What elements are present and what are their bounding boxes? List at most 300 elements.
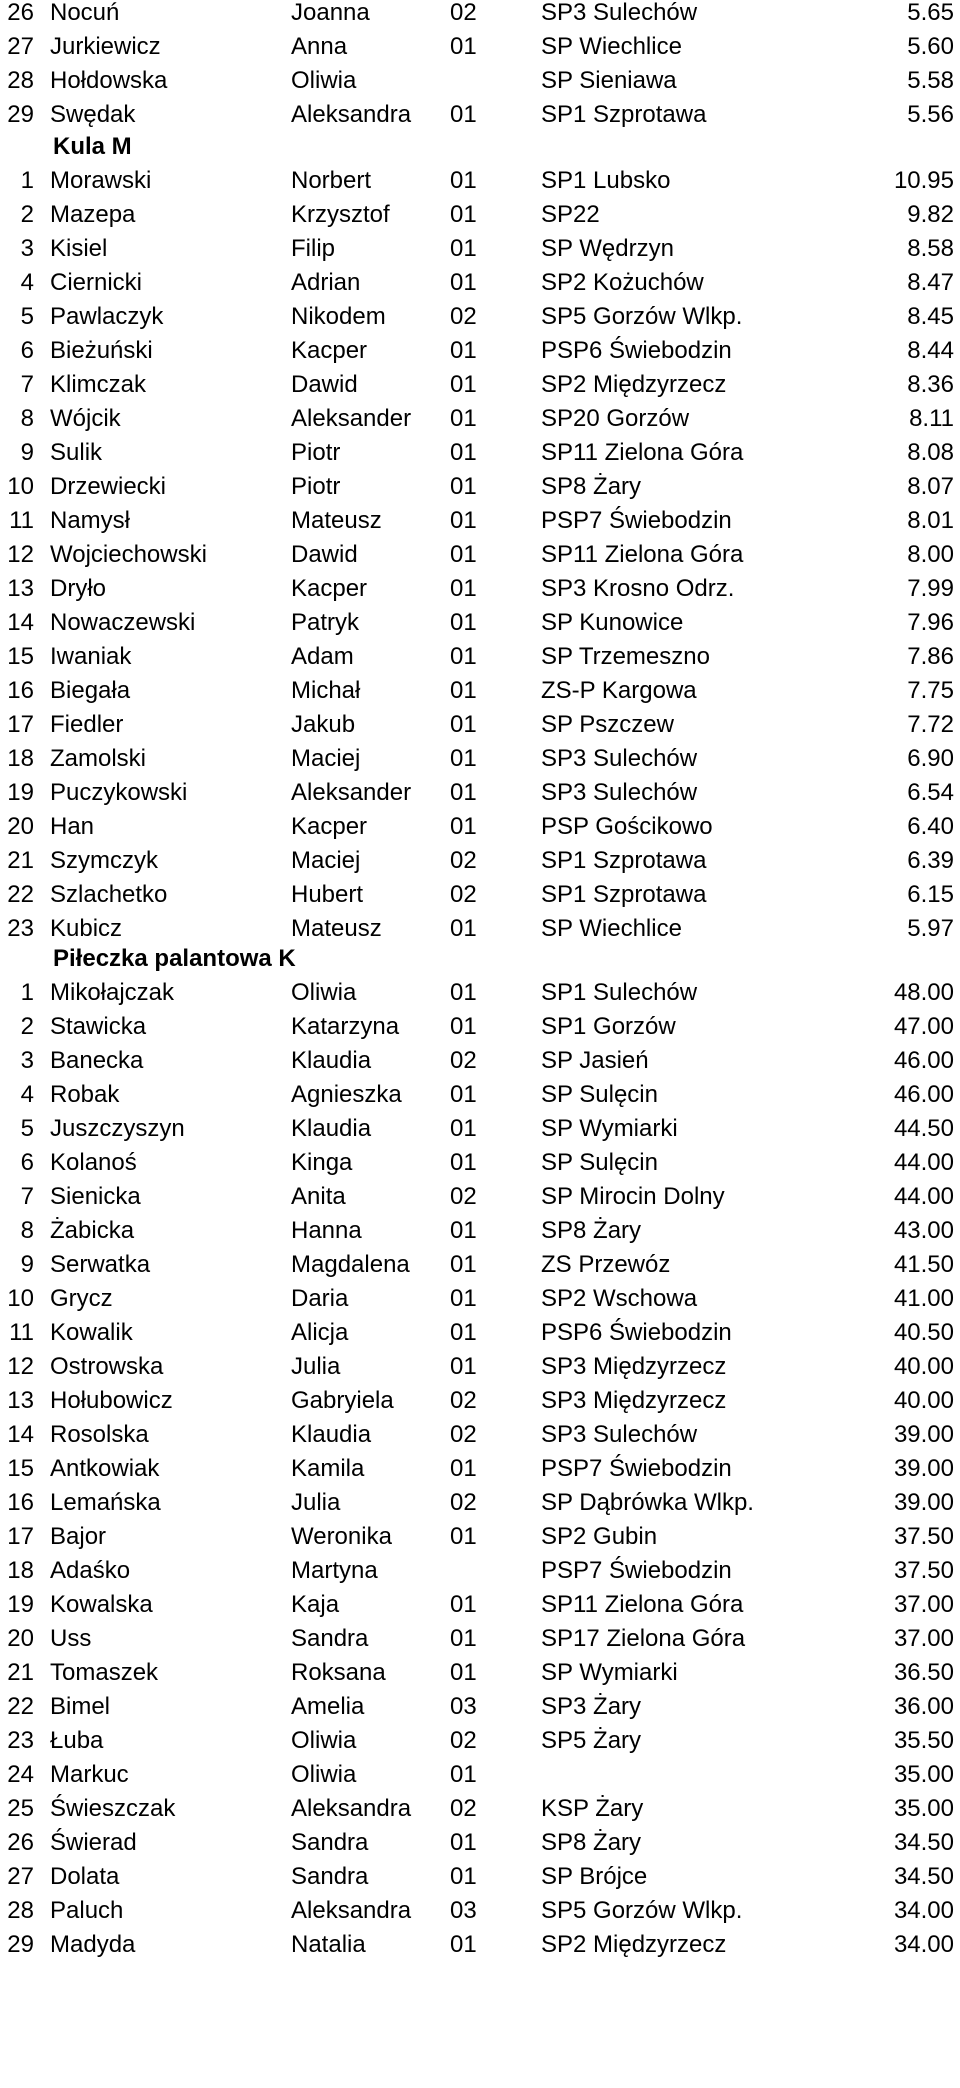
- year-cell: 01: [450, 1319, 477, 1346]
- result-cell: 40.00: [893, 1387, 954, 1414]
- result-row: [0, 1656, 960, 1690]
- first-name-cell: Norbert: [291, 167, 372, 194]
- school-cell: PSP6 Świebodzin: [541, 337, 732, 364]
- first-name-cell: Anna: [291, 33, 348, 60]
- school-cell: SP1 Sulechów: [541, 979, 698, 1006]
- year-cell: 01: [450, 1285, 477, 1312]
- rank-cell: 28: [7, 67, 34, 94]
- result-row: [0, 572, 960, 606]
- year-cell: 02: [450, 1387, 477, 1414]
- school-cell: SP8 Żary: [541, 1829, 642, 1856]
- year-cell: 01: [450, 1659, 477, 1686]
- year-cell: 02: [450, 881, 477, 908]
- year-cell: 01: [450, 1931, 477, 1958]
- result-cell: 39.00: [893, 1455, 954, 1482]
- rank-cell: 7: [20, 371, 34, 398]
- school-cell: SP11 Zielona Góra: [541, 1591, 744, 1618]
- school-cell: SP Wymiarki: [541, 1659, 678, 1686]
- first-name-cell: Kacper: [291, 337, 368, 364]
- rank-cell: 5: [20, 303, 34, 330]
- school-cell: SP3 Krosno Odrz.: [541, 575, 735, 602]
- first-name-cell: Gabryiela: [291, 1387, 394, 1414]
- result-cell: 41.00: [893, 1285, 954, 1312]
- last-name-cell: Szymczyk: [50, 847, 158, 874]
- last-name-cell: Ostrowska: [50, 1353, 164, 1380]
- school-cell: SP3 Sulechów: [541, 1421, 698, 1448]
- first-name-cell: Oliwia: [291, 1727, 357, 1754]
- result-row: [0, 1146, 960, 1180]
- last-name-cell: Biegała: [50, 677, 131, 704]
- first-name-cell: Katarzyna: [291, 1013, 400, 1040]
- year-cell: 01: [450, 167, 477, 194]
- school-cell: SP Mirocin Dolny: [541, 1183, 725, 1210]
- year-cell: 01: [450, 575, 477, 602]
- last-name-cell: Morawski: [50, 167, 152, 194]
- result-row: [0, 1894, 960, 1928]
- school-cell: SP5 Gorzów Wlkp.: [541, 303, 743, 330]
- result-row: [0, 1928, 960, 1962]
- result-row: [0, 1860, 960, 1894]
- year-cell: 01: [450, 1591, 477, 1618]
- last-name-cell: Rosolska: [50, 1421, 149, 1448]
- last-name-cell: Madyda: [50, 1931, 136, 1958]
- first-name-cell: Piotr: [291, 473, 341, 500]
- rank-cell: 6: [20, 1149, 34, 1176]
- rank-cell: 22: [7, 881, 34, 908]
- result-cell: 9.82: [907, 201, 954, 228]
- result-row: [0, 1622, 960, 1656]
- rank-cell: 13: [7, 1387, 34, 1414]
- school-cell: SP Wiechlice: [541, 33, 682, 60]
- year-cell: 02: [450, 847, 477, 874]
- result-cell: 5.56: [907, 101, 954, 128]
- rank-cell: 16: [7, 1489, 34, 1516]
- section-title: Piłeczka palantowa K: [53, 945, 296, 972]
- first-name-cell: Alicja: [291, 1319, 349, 1346]
- rank-cell: 16: [7, 677, 34, 704]
- result-row: [0, 30, 960, 64]
- school-cell: SP1 Gorzów: [541, 1013, 676, 1040]
- rank-cell: 14: [7, 1421, 34, 1448]
- year-cell: 01: [450, 33, 477, 60]
- rank-cell: 6: [20, 337, 34, 364]
- school-cell: SP Brójce: [541, 1863, 648, 1890]
- first-name-cell: Martyna: [291, 1557, 378, 1584]
- result-row: [0, 1486, 960, 1520]
- last-name-cell: Łuba: [50, 1727, 104, 1754]
- year-cell: 03: [450, 1897, 477, 1924]
- first-name-cell: Jakub: [291, 711, 356, 738]
- year-cell: 01: [450, 915, 477, 942]
- result-cell: 37.50: [893, 1523, 954, 1550]
- first-name-cell: Klaudia: [291, 1047, 372, 1074]
- result-row: [0, 1724, 960, 1758]
- last-name-cell: Drzewiecki: [50, 473, 167, 500]
- year-cell: 01: [450, 439, 477, 466]
- first-name-cell: Kamila: [291, 1455, 365, 1482]
- first-name-cell: Kinga: [291, 1149, 353, 1176]
- result-row: [0, 1690, 960, 1724]
- year-cell: 01: [450, 337, 477, 364]
- result-cell: 36.00: [893, 1693, 954, 1720]
- last-name-cell: Lemańska: [50, 1489, 161, 1516]
- year-cell: 01: [450, 1523, 477, 1550]
- year-cell: 02: [450, 1421, 477, 1448]
- last-name-cell: Szlachetko: [50, 881, 168, 908]
- last-name-cell: Juszczyszyn: [50, 1115, 185, 1142]
- first-name-cell: Amelia: [291, 1693, 365, 1720]
- rank-cell: 29: [7, 101, 34, 128]
- rank-cell: 8: [20, 405, 34, 432]
- rank-cell: 15: [7, 1455, 34, 1482]
- year-cell: 01: [450, 1013, 477, 1040]
- result-row: [0, 1452, 960, 1486]
- result-row: [0, 368, 960, 402]
- first-name-cell: Aleksandra: [291, 1795, 412, 1822]
- first-name-cell: Dawid: [291, 541, 358, 568]
- last-name-cell: Kubicz: [50, 915, 123, 942]
- school-cell: SP1 Szprotawa: [541, 881, 707, 908]
- school-cell: PSP7 Świebodzin: [541, 1557, 732, 1584]
- result-cell: 37.50: [893, 1557, 954, 1584]
- year-cell: 01: [450, 269, 477, 296]
- year-cell: 03: [450, 1693, 477, 1720]
- school-cell: PSP Gościkowo: [541, 813, 713, 840]
- year-cell: 01: [450, 507, 477, 534]
- rank-cell: 20: [7, 1625, 34, 1652]
- result-cell: 40.00: [893, 1353, 954, 1380]
- result-cell: 5.60: [907, 33, 954, 60]
- rank-cell: 1: [20, 167, 34, 194]
- result-cell: 7.96: [907, 609, 954, 636]
- school-cell: SP Sulęcin: [541, 1081, 658, 1108]
- first-name-cell: Agnieszka: [291, 1081, 402, 1108]
- last-name-cell: Iwaniak: [50, 643, 132, 670]
- result-cell: 40.50: [893, 1319, 954, 1346]
- result-row: [0, 1588, 960, 1622]
- rank-cell: 18: [7, 745, 34, 772]
- year-cell: 01: [450, 1251, 477, 1278]
- rank-cell: 21: [7, 1659, 34, 1686]
- result-cell: 8.08: [907, 439, 954, 466]
- last-name-cell: Swędak: [50, 101, 136, 128]
- school-cell: SP5 Gorzów Wlkp.: [541, 1897, 743, 1924]
- result-cell: 7.86: [907, 643, 954, 670]
- year-cell: 01: [450, 101, 477, 128]
- year-cell: 01: [450, 1829, 477, 1856]
- result-row: [0, 1384, 960, 1418]
- result-row: [0, 504, 960, 538]
- result-cell: 48.00: [893, 979, 954, 1006]
- result-row: [0, 1180, 960, 1214]
- result-cell: 35.00: [893, 1761, 954, 1788]
- result-cell: 34.50: [893, 1829, 954, 1856]
- first-name-cell: Mateusz: [291, 507, 382, 534]
- result-cell: 34.00: [893, 1897, 954, 1924]
- school-cell: SP11 Zielona Góra: [541, 439, 744, 466]
- year-cell: 01: [450, 813, 477, 840]
- result-cell: 8.36: [907, 371, 954, 398]
- last-name-cell: Bajor: [50, 1523, 107, 1550]
- result-cell: 41.50: [893, 1251, 954, 1278]
- last-name-cell: Wójcik: [50, 405, 121, 432]
- year-cell: 01: [450, 1217, 477, 1244]
- first-name-cell: Weronika: [291, 1523, 392, 1550]
- school-cell: SP17 Zielona Góra: [541, 1625, 746, 1652]
- school-cell: SP3 Sulechów: [541, 745, 698, 772]
- result-cell: 6.54: [907, 779, 954, 806]
- first-name-cell: Krzysztof: [291, 201, 390, 228]
- year-cell: 01: [450, 677, 477, 704]
- rank-cell: 2: [20, 1013, 34, 1040]
- result-row: [0, 1248, 960, 1282]
- result-row: [0, 436, 960, 470]
- result-cell: 34.50: [893, 1863, 954, 1890]
- first-name-cell: Hubert: [291, 881, 364, 908]
- school-cell: PSP6 Świebodzin: [541, 1319, 732, 1346]
- result-cell: 5.65: [907, 0, 954, 26]
- rank-cell: 9: [20, 1251, 34, 1278]
- school-cell: SP3 Międzyrzecz: [541, 1387, 727, 1414]
- last-name-cell: Sienicka: [50, 1183, 141, 1210]
- first-name-cell: Adrian: [291, 269, 361, 296]
- result-cell: 8.11: [909, 405, 954, 432]
- rank-cell: 23: [7, 915, 34, 942]
- last-name-cell: Banecka: [50, 1047, 144, 1074]
- result-row: [0, 742, 960, 776]
- year-cell: 01: [450, 1625, 477, 1652]
- result-row: [0, 1078, 960, 1112]
- result-cell: 8.00: [907, 541, 954, 568]
- last-name-cell: Namysł: [50, 507, 131, 534]
- school-cell: SP Trzemeszno: [541, 643, 710, 670]
- school-cell: SP3 Międzyrzecz: [541, 1353, 727, 1380]
- result-cell: 46.00: [893, 1081, 954, 1108]
- school-cell: SP1 Lubsko: [541, 167, 671, 194]
- rank-cell: 4: [20, 269, 34, 296]
- last-name-cell: Stawicka: [50, 1013, 147, 1040]
- rank-cell: 26: [7, 1829, 34, 1856]
- year-cell: 01: [450, 779, 477, 806]
- result-cell: 6.40: [907, 813, 954, 840]
- first-name-cell: Patryk: [291, 609, 360, 636]
- rank-cell: 12: [7, 541, 34, 568]
- last-name-cell: Grycz: [50, 1285, 113, 1312]
- result-cell: 35.00: [893, 1795, 954, 1822]
- result-row: [0, 606, 960, 640]
- school-cell: SP8 Żary: [541, 1217, 642, 1244]
- first-name-cell: Mateusz: [291, 915, 382, 942]
- result-cell: 35.50: [893, 1727, 954, 1754]
- year-cell: 01: [450, 473, 477, 500]
- result-cell: 8.58: [907, 235, 954, 262]
- result-cell: 37.00: [893, 1625, 954, 1652]
- last-name-cell: Mikołajczak: [50, 979, 175, 1006]
- school-cell: SP Pszczew: [541, 711, 674, 738]
- result-cell: 8.01: [907, 507, 954, 534]
- first-name-cell: Joanna: [291, 0, 370, 26]
- result-row: [0, 538, 960, 572]
- first-name-cell: Kacper: [291, 575, 368, 602]
- last-name-cell: Adaśko: [50, 1557, 131, 1584]
- rank-cell: 24: [7, 1761, 34, 1788]
- rank-cell: 27: [7, 1863, 34, 1890]
- first-name-cell: Sandra: [291, 1829, 369, 1856]
- year-cell: 01: [450, 1115, 477, 1142]
- result-row: [0, 64, 960, 98]
- year-cell: 01: [450, 541, 477, 568]
- school-cell: SP Jasień: [541, 1047, 649, 1074]
- rank-cell: 19: [7, 779, 34, 806]
- first-name-cell: Aleksander: [291, 779, 412, 806]
- year-cell: 02: [450, 1183, 477, 1210]
- first-name-cell: Hanna: [291, 1217, 362, 1244]
- last-name-cell: Kolanoś: [50, 1149, 137, 1176]
- result-row: [0, 1520, 960, 1554]
- school-cell: SP Dąbrówka Wlkp.: [541, 1489, 754, 1516]
- last-name-cell: Pawlaczyk: [50, 303, 164, 330]
- first-name-cell: Piotr: [291, 439, 341, 466]
- last-name-cell: Uss: [50, 1625, 92, 1652]
- result-row: [0, 912, 960, 946]
- result-row: [0, 1350, 960, 1384]
- last-name-cell: Klimczak: [50, 371, 147, 398]
- first-name-cell: Dawid: [291, 371, 358, 398]
- last-name-cell: Bieżuński: [50, 337, 153, 364]
- result-row: [0, 164, 960, 198]
- result-row: [0, 1282, 960, 1316]
- rank-cell: 13: [7, 575, 34, 602]
- result-cell: 7.72: [907, 711, 954, 738]
- year-cell: 01: [450, 1081, 477, 1108]
- last-name-cell: Zamolski: [50, 745, 147, 772]
- last-name-cell: Han: [50, 813, 95, 840]
- school-cell: SP3 Sulechów: [541, 0, 698, 26]
- first-name-cell: Klaudia: [291, 1115, 372, 1142]
- rank-cell: 5: [20, 1115, 34, 1142]
- result-row: [0, 98, 960, 132]
- first-name-cell: Aleksandra: [291, 1897, 412, 1924]
- first-name-cell: Sandra: [291, 1625, 369, 1652]
- school-cell: PSP7 Świebodzin: [541, 507, 732, 534]
- year-cell: 02: [450, 1047, 477, 1074]
- rank-cell: 1: [20, 979, 34, 1006]
- last-name-cell: Paluch: [50, 1897, 124, 1924]
- rank-cell: 22: [7, 1693, 34, 1720]
- result-cell: 7.99: [907, 575, 954, 602]
- last-name-cell: Puczykowski: [50, 779, 188, 806]
- first-name-cell: Sandra: [291, 1863, 369, 1890]
- result-cell: 47.00: [893, 1013, 954, 1040]
- rank-cell: 7: [20, 1183, 34, 1210]
- result-row: [0, 640, 960, 674]
- last-name-cell: Świerad: [50, 1829, 137, 1856]
- last-name-cell: Antkowiak: [50, 1455, 160, 1482]
- result-row: [0, 1214, 960, 1248]
- rank-cell: 4: [20, 1081, 34, 1108]
- school-cell: SP2 Międzyrzecz: [541, 1931, 727, 1958]
- rank-cell: 21: [7, 847, 34, 874]
- rank-cell: 12: [7, 1353, 34, 1380]
- last-name-cell: Wojciechowski: [50, 541, 207, 568]
- rank-cell: 3: [20, 1047, 34, 1074]
- rank-cell: 11: [9, 507, 34, 534]
- school-cell: SP2 Międzyrzecz: [541, 371, 727, 398]
- result-row: [0, 1010, 960, 1044]
- rank-cell: 27: [7, 33, 34, 60]
- result-row: [0, 334, 960, 368]
- result-cell: 44.00: [893, 1183, 954, 1210]
- result-row: [0, 300, 960, 334]
- rank-cell: 11: [9, 1319, 34, 1346]
- result-cell: 39.00: [893, 1421, 954, 1448]
- rank-cell: 14: [7, 609, 34, 636]
- year-cell: 01: [450, 371, 477, 398]
- year-cell: 01: [450, 643, 477, 670]
- school-cell: ZS-P Kargowa: [541, 677, 697, 704]
- first-name-cell: Julia: [291, 1353, 341, 1380]
- result-row: [0, 1418, 960, 1452]
- school-cell: PSP7 Świebodzin: [541, 1455, 732, 1482]
- last-name-cell: Bimel: [50, 1693, 111, 1720]
- result-row: [0, 402, 960, 436]
- result-row: [0, 1826, 960, 1860]
- school-cell: SP8 Żary: [541, 473, 642, 500]
- result-cell: 34.00: [893, 1931, 954, 1958]
- rank-cell: 28: [7, 1897, 34, 1924]
- result-row: [0, 708, 960, 742]
- result-row: [0, 0, 960, 30]
- school-cell: SP Wiechlice: [541, 915, 682, 942]
- first-name-cell: Oliwia: [291, 1761, 357, 1788]
- school-cell: SP2 Kożuchów: [541, 269, 704, 296]
- result-cell: 7.75: [907, 677, 954, 704]
- result-row: [0, 776, 960, 810]
- last-name-cell: Nowaczewski: [50, 609, 196, 636]
- school-cell: SP Sieniawa: [541, 67, 677, 94]
- first-name-cell: Maciej: [291, 745, 361, 772]
- result-cell: 6.90: [907, 745, 954, 772]
- first-name-cell: Michał: [291, 677, 361, 704]
- year-cell: 01: [450, 405, 477, 432]
- school-cell: SP Wymiarki: [541, 1115, 678, 1142]
- last-name-cell: Kowalik: [50, 1319, 133, 1346]
- result-row: [0, 844, 960, 878]
- result-cell: 5.97: [907, 915, 954, 942]
- first-name-cell: Magdalena: [291, 1251, 410, 1278]
- year-cell: 01: [450, 1761, 477, 1788]
- last-name-cell: Tomaszek: [50, 1659, 159, 1686]
- result-row: [0, 1554, 960, 1588]
- last-name-cell: Robak: [50, 1081, 120, 1108]
- year-cell: 01: [450, 711, 477, 738]
- result-row: [0, 1792, 960, 1826]
- year-cell: 01: [450, 609, 477, 636]
- result-row: [0, 1044, 960, 1078]
- year-cell: 01: [450, 1455, 477, 1482]
- result-cell: 8.47: [907, 269, 954, 296]
- result-cell: 6.39: [907, 847, 954, 874]
- first-name-cell: Filip: [291, 235, 336, 262]
- last-name-cell: Serwatka: [50, 1251, 151, 1278]
- result-row: [0, 878, 960, 912]
- last-name-cell: Fiedler: [50, 711, 124, 738]
- result-row: [0, 1112, 960, 1146]
- result-cell: 8.07: [907, 473, 954, 500]
- result-cell: 8.44: [907, 337, 954, 364]
- school-cell: SP2 Wschowa: [541, 1285, 698, 1312]
- result-cell: 39.00: [893, 1489, 954, 1516]
